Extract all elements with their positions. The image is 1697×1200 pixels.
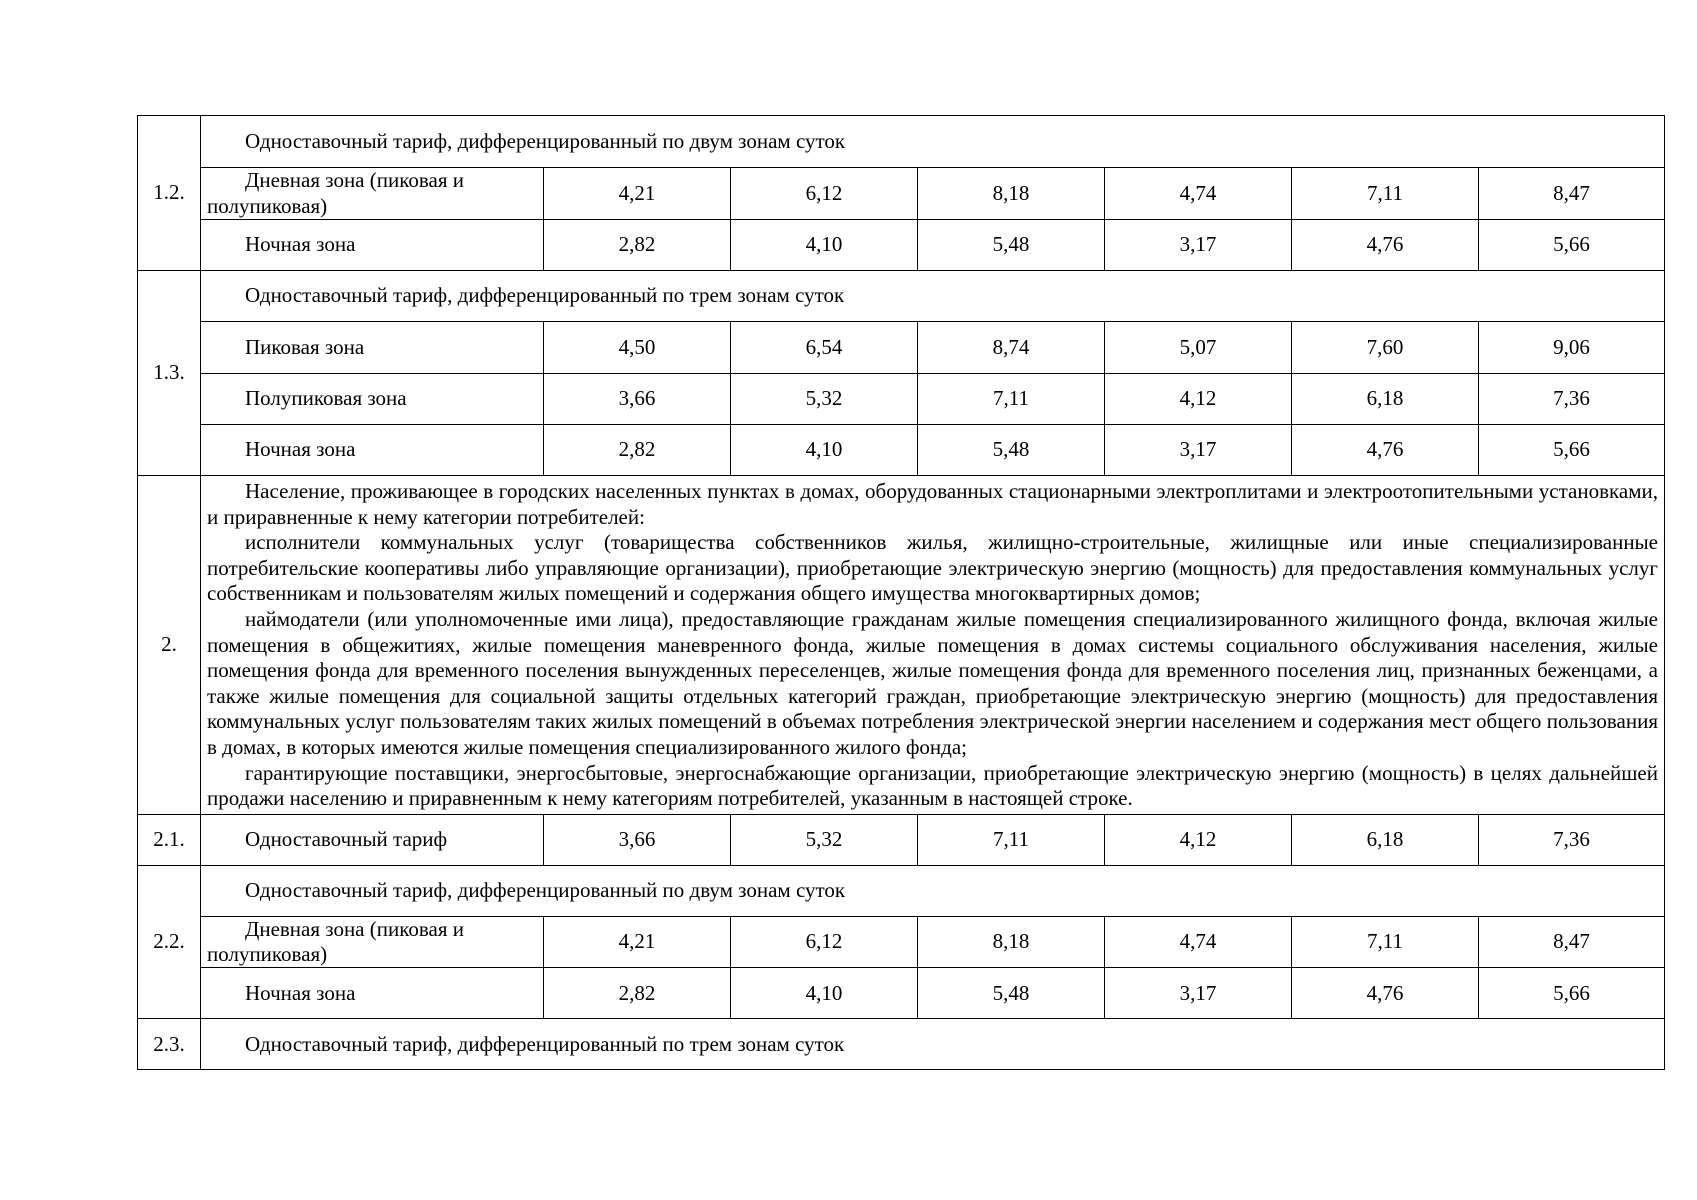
table-cell: 5,66 xyxy=(1479,220,1665,271)
table-cell: 8,74 xyxy=(918,322,1105,374)
table-cell: 3,17 xyxy=(1105,220,1292,271)
description-paragraph: гарантирующие поставщики, энергосбытовые, энергоснабжающие организации, приобретающие электрическую энергию (мощность) в целях дальнейшей продажи населению и приравненным к нему категориям потребителей, указанным в настоящей строке. xyxy=(207,760,1658,811)
table-cell: 5,48 xyxy=(918,425,1105,476)
table-cell: 4,21 xyxy=(544,168,731,220)
table-cell: 3,17 xyxy=(1105,425,1292,476)
table-cell: 5,48 xyxy=(918,220,1105,271)
table-row xyxy=(138,322,1665,374)
row-number: 2.1. xyxy=(138,814,201,865)
table-cell: 4,12 xyxy=(1105,374,1292,425)
table-cell: 8,18 xyxy=(918,168,1105,220)
table-cell: 7,11 xyxy=(1292,916,1479,967)
table-cell: 7,11 xyxy=(918,374,1105,425)
table-cell: 5,48 xyxy=(918,968,1105,1019)
table-cell: 7,60 xyxy=(1292,322,1479,374)
description-paragraph: Население, проживающее в городских населенных пунктах в домах, оборудованных стационарными электроплитами и электроотопительными установками, и приравненные к нему категории потребителей: xyxy=(207,479,1658,529)
table-row xyxy=(138,476,1665,815)
row-label: Ночная зона xyxy=(201,425,544,476)
row-label: Одноставочный тариф xyxy=(201,814,544,865)
row-number: 1.2. xyxy=(138,116,201,271)
row-label: Пиковая зона xyxy=(201,322,544,374)
table-cell: 8,47 xyxy=(1479,168,1665,220)
row-label: Дневная зона (пиковая и полупиковая) xyxy=(201,916,544,967)
table-row xyxy=(138,220,1665,271)
row-label: Ночная зона xyxy=(201,968,544,1019)
table-cell: 4,74 xyxy=(1105,916,1292,967)
table-cell: 9,06 xyxy=(1479,322,1665,374)
table-row xyxy=(138,968,1665,1019)
description-paragraph: исполнители коммунальных услуг (товарищества собственников жилья, жилищно-строительные, жилищные или иные специализированные потребительские кооперативы либо управляющие организации), приобретающие электрическую энергию (мощность) для предоставления коммунальных услуг собственникам и пользователям жилых помещений и содержания общего имущества многоквартирных домов; xyxy=(207,530,1658,606)
table-cell: 5,66 xyxy=(1479,968,1665,1019)
table-cell: 7,11 xyxy=(918,814,1105,865)
table-cell: 3,17 xyxy=(1105,968,1292,1019)
table-cell: 2,82 xyxy=(544,425,731,476)
table-cell: 6,18 xyxy=(1292,374,1479,425)
category-description xyxy=(201,476,1665,815)
tariff-table xyxy=(137,115,1665,1070)
table-cell: 5,66 xyxy=(1479,425,1665,476)
row-title: Одноставочный тариф, дифференцированный по трем зонам суток xyxy=(201,271,1665,322)
table-cell: 7,36 xyxy=(1479,374,1665,425)
row-number: 2. xyxy=(138,476,201,815)
row-label: Полупиковая зона xyxy=(201,374,544,425)
table-cell: 5,32 xyxy=(731,814,918,865)
table-cell: 4,10 xyxy=(731,425,918,476)
table-row xyxy=(138,168,1665,220)
table-cell: 8,47 xyxy=(1479,916,1665,967)
table-cell: 4,76 xyxy=(1292,425,1479,476)
row-number: 2.2. xyxy=(138,865,201,1018)
table-cell: 4,50 xyxy=(544,322,731,374)
table-row xyxy=(138,271,1665,322)
description-paragraph: наймодатели (или уполномоченные ими лица), предоставляющие гражданам жилые помещения специализированного жилищного фонда, включая жилые помещения в общежитиях, жилые помещения маневренного фонда, жилые помещения в домах системы социального обслуживания населения, жилые помещения фонда для временного поселения вынужденных переселенцев, жилые помещения фонда для временного поселения лиц, признанных беженцами, а также жилые помещения для социальной защиты отдельных категорий граждан, приобретающие электрическую энергию (мощность) для предоставления коммунальных услуг пользователям таких жилых помещений в объемах потребления электрической энергии населением и содержания мест общего пользования в домах, в которых имеются жилые помещения специализированного жилого фонда; xyxy=(207,606,1658,759)
table-row xyxy=(138,1019,1665,1070)
table-cell: 7,11 xyxy=(1292,168,1479,220)
row-number: 1.3. xyxy=(138,271,201,476)
row-number: 2.3. xyxy=(138,1019,201,1070)
table-cell: 5,32 xyxy=(731,374,918,425)
table-cell: 4,10 xyxy=(731,968,918,1019)
table-cell: 4,76 xyxy=(1292,968,1479,1019)
row-title: Одноставочный тариф, дифференцированный по трем зонам суток xyxy=(201,1019,1665,1070)
table-row xyxy=(138,425,1665,476)
table-cell: 3,66 xyxy=(544,814,731,865)
table-row xyxy=(138,116,1665,168)
table-cell: 6,12 xyxy=(731,916,918,967)
table-row xyxy=(138,916,1665,967)
table-cell: 8,18 xyxy=(918,916,1105,967)
table-cell: 5,07 xyxy=(1105,322,1292,374)
table-cell: 6,54 xyxy=(731,322,918,374)
table-cell: 6,18 xyxy=(1292,814,1479,865)
document-page xyxy=(137,115,1664,1070)
table-row xyxy=(138,865,1665,916)
table-cell: 6,12 xyxy=(731,168,918,220)
table-cell: 4,21 xyxy=(544,916,731,967)
row-title: Одноставочный тариф, дифференцированный по двум зонам суток xyxy=(201,116,1665,168)
table-cell: 7,36 xyxy=(1479,814,1665,865)
row-title: Одноставочный тариф, дифференцированный по двум зонам суток xyxy=(201,865,1665,916)
row-label: Ночная зона xyxy=(201,220,544,271)
table-cell: 2,82 xyxy=(544,968,731,1019)
table-cell: 4,74 xyxy=(1105,168,1292,220)
table-cell: 4,12 xyxy=(1105,814,1292,865)
table-cell: 4,76 xyxy=(1292,220,1479,271)
table-row xyxy=(138,374,1665,425)
table-cell: 4,10 xyxy=(731,220,918,271)
table-row xyxy=(138,814,1665,865)
table-cell: 2,82 xyxy=(544,220,731,271)
table-cell: 3,66 xyxy=(544,374,731,425)
row-label: Дневная зона (пиковая и полупиковая) xyxy=(201,168,544,220)
